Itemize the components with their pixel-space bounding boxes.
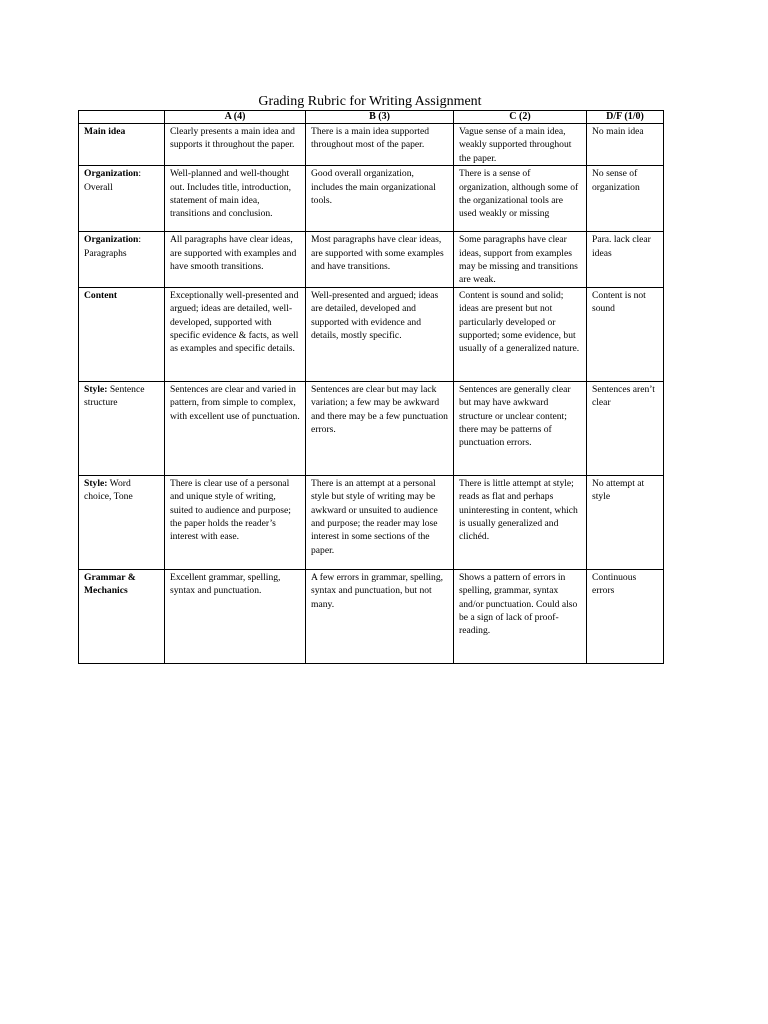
grade-b-cell: Good overall organization, includes the main organizational tools. xyxy=(306,166,454,232)
criterion-detail: Word choice, Tone xyxy=(84,477,133,503)
criterion-detail: : Paragraphs xyxy=(84,234,142,259)
criterion-label: Grammar & Mechanics xyxy=(84,571,136,597)
document-title: Grading Rubric for Writing Assignment xyxy=(258,94,482,109)
criterion-label: Main idea xyxy=(84,126,126,137)
criterion-detail: Sentence structure xyxy=(84,383,145,409)
criterion-cell xyxy=(79,287,165,381)
criterion-cell xyxy=(79,232,165,288)
header-grade-a: A (4) xyxy=(165,111,306,124)
criterion-detail: : Overall xyxy=(84,168,142,193)
table-row xyxy=(79,381,664,475)
grade-b-cell: Well-presented and argued; ideas are detailed, developed and supported with evidence and details, mostly specific. xyxy=(306,287,454,381)
grade-df-cell: Content is not sound xyxy=(587,287,664,381)
grade-df-cell: Para. lack clear ideas xyxy=(587,232,664,288)
header-grade-df: D/F (1/0) xyxy=(587,111,664,124)
grade-c-cell: There is little attempt at style; reads as flat and perhaps uninteresting in content, which is usually generalized and clichéd. xyxy=(454,475,587,569)
grade-a-cell: Exceptionally well-presented and argued; ideas are detailed, well-developed, supported with specific evidence & facts, as well as examples and specific details. xyxy=(165,287,306,381)
criterion-label: Organization xyxy=(84,168,139,180)
table-row xyxy=(79,124,664,166)
grade-df-cell: Continuous errors xyxy=(587,569,664,663)
grade-b-cell: There is a main idea supported throughout most of the paper. xyxy=(306,124,454,166)
table-row xyxy=(79,475,664,569)
grade-b-cell: Most paragraphs have clear ideas, are supported with some examples and have transitions. xyxy=(306,232,454,288)
grade-a-cell: All paragraphs have clear ideas, are supported with examples and have smooth transitions. xyxy=(165,232,306,288)
grade-a-cell: Excellent grammar, spelling, syntax and punctuation. xyxy=(165,569,306,663)
table-row xyxy=(79,166,664,232)
header-row xyxy=(79,111,664,124)
criterion-cell xyxy=(79,569,165,663)
grade-a-cell: Sentences are clear and varied in pattern, from simple to complex, with excellent use of punctuation. xyxy=(165,381,306,475)
grade-df-cell: No attempt at style xyxy=(587,475,664,569)
header-grade-c: C (2) xyxy=(454,111,587,124)
header-grade-b: B (3) xyxy=(306,111,454,124)
table-row xyxy=(79,232,664,288)
table-row xyxy=(79,287,664,381)
criterion-label: Organization xyxy=(84,234,139,246)
header-criterion xyxy=(79,111,165,124)
rubric-table xyxy=(78,110,664,664)
criterion-cell xyxy=(79,124,165,166)
criterion-cell xyxy=(79,166,165,232)
grade-c-cell: Sentences are generally clear but may have awkward structure or unclear content; there may be patterns of punctuation errors. xyxy=(454,381,587,475)
grade-df-cell: No sense of organization xyxy=(587,166,664,232)
grade-df-cell: No main idea xyxy=(587,124,664,166)
grade-b-cell: Sentences are clear but may lack variation; a few may be awkward and there may be a few punctuation errors. xyxy=(306,381,454,475)
grade-c-cell: Some paragraphs have clear ideas, support from examples may be missing and transitions are weak. xyxy=(454,232,587,288)
criterion-label: Style: xyxy=(84,477,108,489)
grade-a-cell: There is clear use of a personal and unique style of writing, suited to audience and purpose; the paper holds the reader’s interest with ease. xyxy=(165,475,306,569)
grade-c-cell: There is a sense of organization, although some of the organizational tools are used weakly or missing xyxy=(454,166,587,232)
grade-b-cell: There is an attempt at a personal style but style of writing may be awkward or unsuited to audience and purpose; the reader may lose interest in some sections of the paper. xyxy=(306,475,454,569)
grade-a-cell: Clearly presents a main idea and supports it throughout the paper. xyxy=(165,124,306,166)
table-row xyxy=(79,569,664,663)
grade-c-cell: Shows a pattern of errors in spelling, grammar, syntax and/or punctuation. Could also be a sign of lack of proof-reading. xyxy=(454,569,587,663)
grade-df-cell: Sentences aren’t clear xyxy=(587,381,664,475)
criterion-cell xyxy=(79,381,165,475)
grade-b-cell: A few errors in grammar, spelling, syntax and punctuation, but not many. xyxy=(306,569,454,663)
grade-c-cell: Content is sound and solid; ideas are present but not particularly developed or supported; some evidence, but usually of a generalized nature. xyxy=(454,287,587,381)
grade-a-cell: Well-planned and well-thought out. Includes title, introduction, statement of main idea, transitions and conclusion. xyxy=(165,166,306,232)
criterion-label: Content xyxy=(84,289,118,301)
criterion-label: Style: xyxy=(84,383,108,395)
grade-c-cell: Vague sense of a main idea, weakly supported throughout the paper. xyxy=(454,124,587,166)
criterion-cell xyxy=(79,475,165,569)
